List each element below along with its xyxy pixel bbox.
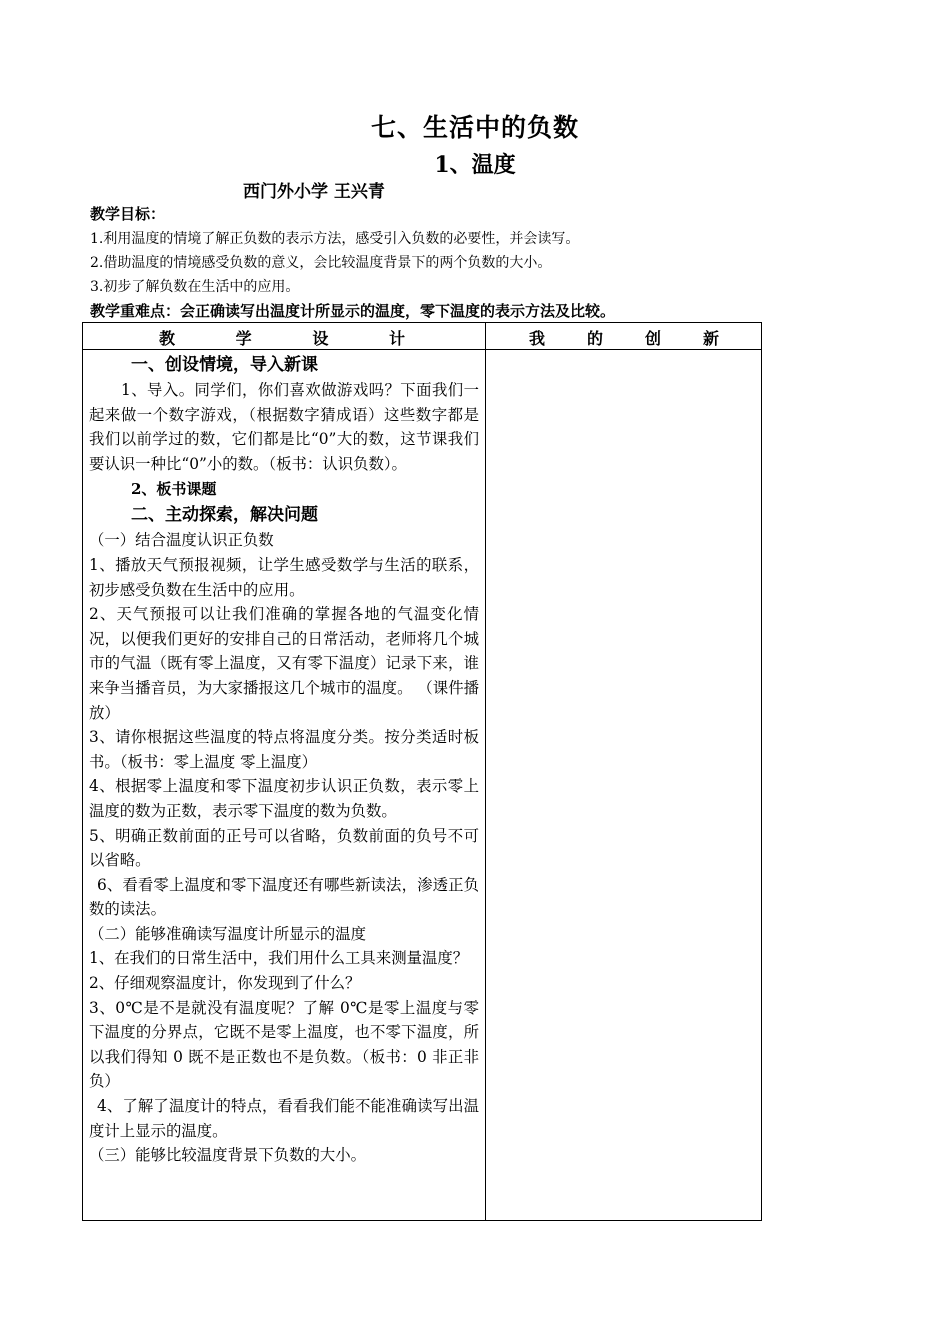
paragraph: 2、仔细观察温度计，你发现到了什么？ [89,974,361,993]
paragraph: 1、在我们的日常生活中，我们用什么工具来测量温度？ [89,949,469,968]
paragraph: 6、看看零上温度和零下温度还有哪些新读法，渗透正负数的读法。 [89,875,479,919]
paragraph: 2、天气预报可以让我们准确的掌握各地的气温变化情况，以便我们更好的安排自己的日常活动，老师将几个城市的气温（既有零上温度，又有零下温度）记录下来，谁来争当播音员，为大家播报这几个城市的温度。 （课件播放） [89,605,479,722]
column-divider [485,323,486,1220]
paragraph: 4、根据零上温度和零下温度初步认识正负数，表示零上温度的数为正数，表示零下温度的数为负数。 [89,777,479,820]
section-heading: 一、创设情境，导入新课 [131,355,318,375]
subsection-heading: （二）能够准确读写温度计所显示的温度 [89,924,367,943]
paragraph: 1、导入。同学们，你们喜欢做游戏吗？下面我们一起来做一个数字游戏，（根据数字猜成语）这些数字都是我们以前学过的数，它们都是比“0”大的数，这节课我们要认识一种比“0”小的数。（板书：认识负数）。 [89,381,479,473]
header-teaching-design: 教 学 设 计 [159,329,405,348]
table-header-row [83,323,761,350]
paragraph: 3、0℃是不是就没有温度呢？了解 0℃是零上温度与零下温度的分界点，它既不是零上温度，也不零下温度，所以我们得知 0 既不是正数也不是负数。（板书：0 非正非负） [89,998,479,1091]
goals-heading: 教学目标： [90,205,166,223]
subsection-heading: （三）能够比较温度背景下负数的大小。 [89,1146,367,1165]
paragraph: 1、播放天气预报视频，让学生感受数学与生活的联系，初步感受负数在生活中的应用。 [89,555,479,599]
section-heading: 二、主动探索，解决问题 [131,505,318,526]
paragraph: 4、了解了温度计的特点，看看我们能不能准确读写出温度计上显示的温度。 [89,1097,479,1140]
header-my-innovation: 我 的 创 新 [529,329,719,348]
goal-item: 3.初步了解负数在生活中的应用。 [90,279,300,295]
key-points: 教学重难点：会正确读写出温度计所显示的温度，零下温度的表示方法及比较。 [90,302,616,320]
teaching-design-cell [89,352,479,1168]
paragraph: 5、明确正数前面的正号可以省略，负数前面的负号不可以省略。 [89,826,479,870]
goal-item: 1.利用温度的情境了解正负数的表示方法，感受引入负数的必要性，并会读写。 [90,231,580,247]
subsection-heading: （一）结合温度认识正负数 [89,531,274,550]
subheading: 2、板书课题 [131,480,217,499]
lesson-title: 七、生活中的负数 [370,113,579,142]
lesson-subtitle: 1、温度 [434,152,516,178]
goal-item: 2.借助温度的情境感受负数的意义，会比较温度背景下的两个负数的大小。 [90,255,552,271]
author-line: 西门外小学 王兴青 [243,182,385,202]
paragraph: 3、请你根据这些温度的特点将温度分类。按分类适时板书。（板书：零上温度 零上温度） [89,728,479,771]
lesson-table [82,322,762,1221]
